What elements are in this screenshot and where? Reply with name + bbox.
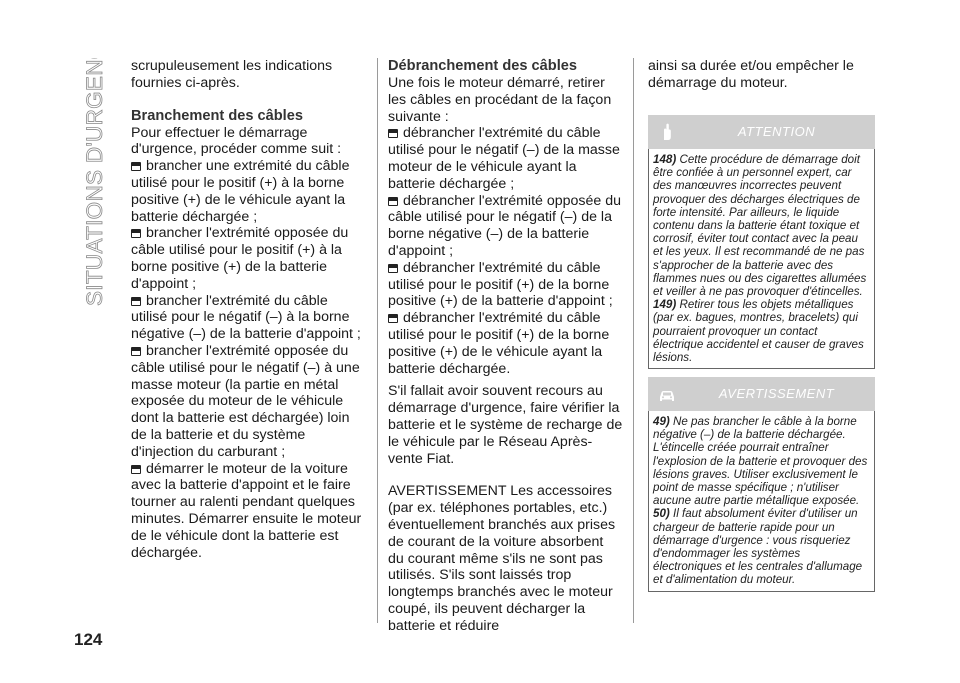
lead-text: Pour effectuer le démarrage d'urgence, procéder comme suit : — [131, 124, 342, 158]
note-item: 50) Il faut absolument éviter d'utiliser un chargeur de batterie rapide pour un démarrage d'urgence : vous risqueriez d'endommager les systèmes électroniques et les centrales d'allumage et d'alimentation du moteur. — [653, 507, 863, 587]
note-item: 149) Retirer tous les objets métalliques (par ex. bagues, montres, bracelets) qui pourraient provoquer un contact électrique accidentel et causer de graves lésions. — [653, 298, 864, 365]
note-item: 49) Ne pas brancher le câble à la borne négative (–) de la batterie déchargée. L'étincelle créée pourrait entraîner l'explosion de la batterie et provoquer des lésions graves. Utiliser exclusivement le point de masse spécifique ; n'utiliser aucune autre partie métallique exposée. — [653, 415, 868, 508]
list-item: débrancher l'extrémité du câble utilisé pour le positif (+) de la borne positive (+) de le véhicule ayant la batterie déchargée. — [388, 310, 610, 377]
column-divider — [377, 58, 378, 623]
bullet-icon — [388, 129, 398, 138]
paragraph: S'il fallait avoir souvent recours au démarrage d'urgence, faire vérifier la batterie et le système de recharge de le véhicule par le Réseau Après-vente Fiat. — [388, 383, 623, 467]
note-item: 148) Cette procédure de démarrage doit être confiée à un personnel expert, car des manœuvres incorrectes peuvent provoquer des décharges électriques de forte intensité. Par ailleurs, le liquide contenu dans la batterie étant toxique et corrosif, éviter tout contact avec la peau et les yeux. Il est recommandé de ne pas s'approcher de la batterie avec des flammes nues ou des cigarettes allumées et veiller à ne pas provoquer d'étincelles. — [653, 153, 867, 299]
section-heading: Branchement des câbles — [131, 107, 303, 124]
section-title-vertical — [72, 58, 112, 308]
list-item: débrancher l'extrémité du câble utilisé pour le positif (+) de la borne positive (+) de la batterie d'appoint ; — [388, 259, 613, 310]
page-number: 124 — [74, 630, 103, 649]
section-heading: Débranchement des câbles — [388, 58, 577, 74]
attention-title: ATTENTION — [737, 124, 816, 139]
avertissement-body — [648, 411, 875, 592]
column-3 — [648, 58, 875, 92]
attention-header — [648, 115, 875, 149]
bullet-icon — [388, 264, 398, 273]
bullet-icon — [388, 314, 398, 323]
bullet-icon — [131, 297, 141, 306]
column-2 — [388, 58, 623, 635]
list-item: brancher l'extrémité opposée du câble utilisé pour le positif (+) à la borne positive (+) de la batterie d'appoint ; — [131, 225, 349, 292]
avertissement-header — [648, 377, 875, 411]
note-paragraph: AVERTISSEMENT Les accessoires (par ex. téléphones portables, etc.) éventuellement branchés aux prises de courant de la voiture absorbent du courant même s'ils ne sont pas utilisés. S'ils sont laissés trop longtemps branchés avec le moteur coupé, ils peuvent décharger la batterie et réduire — [388, 483, 616, 634]
list-item: débrancher l'extrémité du câble utilisé pour le négatif (–) de la masse moteur de le véhicule ayant la batterie déchargée ; — [388, 125, 620, 192]
bullet-icon — [131, 465, 141, 474]
list-item: brancher l'extrémité du câble utilisé pour le négatif (–) à la borne négative (–) de la batterie d'appoint ; — [131, 292, 361, 343]
lead-text: Une fois le moteur démarré, retirer les câbles en procédant de la façon suivante : — [388, 75, 612, 125]
list-item: débrancher l'extrémité opposée du câble utilisé pour le négatif (–) de la borne négative (–) de la batterie d'appoint ; — [388, 192, 622, 259]
list-item: brancher l'extrémité opposée du câble utilisé pour le négatif (–) à une masse moteur (la partie en métal exposée du moteur de le véhicule dont la batterie est déchargée) loin de la batterie et du système d'injection du carburant ; — [131, 342, 360, 460]
avertissement-box — [648, 377, 875, 592]
section-title-text: SITUATIONS D'URGENCE — [82, 58, 107, 306]
bullet-icon — [131, 347, 141, 356]
continuation-text: ainsi sa durée et/ou empêcher le démarrage du moteur. — [648, 58, 854, 91]
intro-text: scrupuleusement les indications fournies ci-après. — [131, 58, 333, 91]
list-item: brancher une extrémité du câble utilisé pour le positif (+) à la borne positive (+) de le véhicule ayant la batterie déchargée ; — [131, 158, 350, 225]
column-1 — [131, 58, 366, 561]
bullet-icon — [131, 229, 141, 238]
list-item: démarrer le moteur de la voiture avec la batterie d'appoint et le faire tourner au ralenti pendant quelques minutes. Démarrer ensuite le moteur de le véhicule dont la batterie est déchargée. — [131, 460, 362, 561]
attention-box — [648, 115, 875, 369]
attention-body — [648, 149, 875, 369]
bullet-icon — [388, 197, 398, 206]
avertissement-title: AVERTISSEMENT — [718, 386, 835, 401]
bullet-icon — [131, 162, 141, 171]
column-divider — [633, 58, 634, 623]
